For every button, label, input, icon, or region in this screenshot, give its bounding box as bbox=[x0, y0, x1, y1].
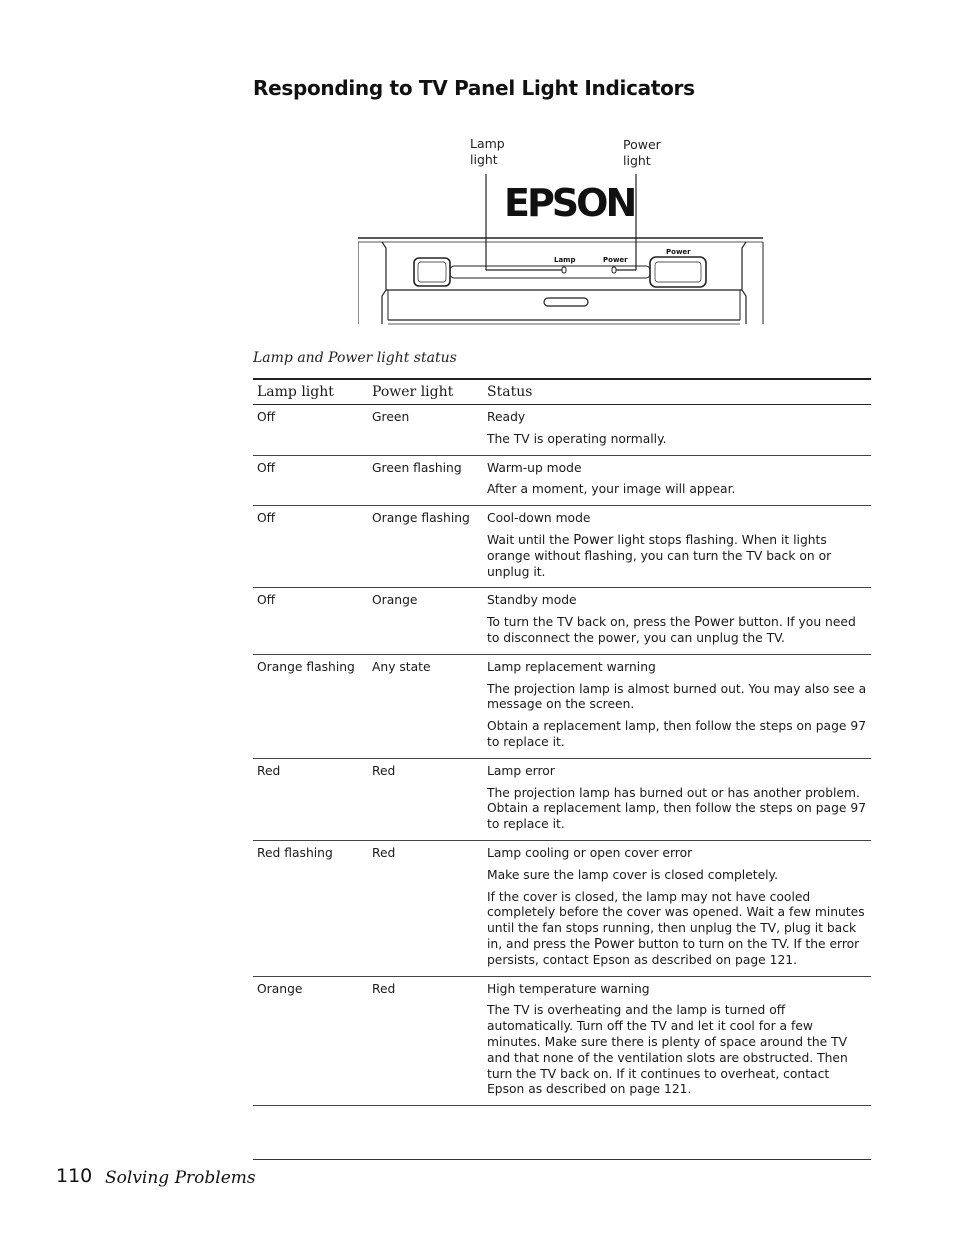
status-description bbox=[487, 786, 867, 833]
status-text: Lamp error bbox=[487, 763, 555, 778]
footer-rule bbox=[253, 1159, 871, 1160]
status-description bbox=[487, 682, 867, 714]
power-light-cell: Red bbox=[368, 758, 483, 840]
power-keyword: Power bbox=[594, 936, 635, 952]
status-description bbox=[487, 890, 867, 969]
status-description bbox=[487, 432, 867, 448]
status-description bbox=[487, 1003, 867, 1098]
epson-logo: EPSON bbox=[504, 181, 635, 225]
power-light-cell: Any state bbox=[368, 654, 483, 758]
table-row bbox=[253, 758, 871, 840]
status-text: The TV is operating normally. bbox=[487, 431, 667, 446]
status-description bbox=[487, 482, 867, 498]
status-text: button. If you need to disconnect the power, you can unplug the TV. bbox=[487, 615, 856, 645]
lamp-light-cell: Red flashing bbox=[253, 840, 368, 976]
page-number: 110 bbox=[56, 1165, 93, 1187]
page-heading: Responding to TV Panel Light Indicators bbox=[253, 76, 695, 100]
callout-power-line2: light bbox=[623, 153, 651, 168]
status-description bbox=[487, 615, 867, 647]
status-text: Obtain a replacement lamp, then follow the steps on page 97 to replace it. bbox=[487, 719, 867, 749]
power-light-cell: Orange bbox=[368, 588, 483, 654]
status-text: The projection lamp is almost burned out. You may also see a message on the screen. bbox=[487, 681, 867, 712]
light-status-table bbox=[253, 378, 871, 1106]
status-text: Standby mode bbox=[487, 593, 577, 608]
status-text: Warm-up mode bbox=[487, 460, 582, 475]
status-cell bbox=[483, 654, 871, 758]
lamp-light-cell: Off bbox=[253, 506, 368, 588]
lamp-light-cell: Off bbox=[253, 405, 368, 456]
status-title bbox=[487, 410, 867, 426]
status-text: Wait until the bbox=[487, 532, 574, 547]
power-keyword: Power bbox=[694, 615, 735, 631]
status-cell bbox=[483, 405, 871, 456]
power-light-cell: Red bbox=[368, 976, 483, 1106]
status-title bbox=[487, 982, 867, 998]
table-row bbox=[253, 455, 871, 506]
status-text: Cool-down mode bbox=[487, 511, 591, 526]
status-text: The TV is overheating and the lamp is turned off automatically. Turn off the TV and let it cool for a few minutes. Make sure there is plenty of space around the TV and that none of the ventilation slots are obstructed. Then turn the TV back on. If it continues to overheat, contact Epson as described on page 121. bbox=[487, 1003, 848, 1097]
status-description bbox=[487, 868, 867, 884]
status-cell bbox=[483, 758, 871, 840]
status-text: Make sure the lamp cover is closed completely. bbox=[487, 867, 778, 882]
header-power-light: Power light bbox=[368, 379, 483, 405]
callout-lamp-line2: light bbox=[470, 152, 498, 167]
table-row bbox=[253, 588, 871, 654]
panel-button-label: Power bbox=[666, 248, 691, 256]
lamp-light-cell: Off bbox=[253, 588, 368, 654]
panel-label-lamp: Lamp bbox=[554, 256, 576, 264]
status-text: After a moment, your image will appear. bbox=[487, 482, 736, 497]
power-keyword: Power bbox=[573, 532, 614, 548]
status-description bbox=[487, 533, 867, 580]
tv-panel-figure bbox=[358, 130, 768, 330]
status-cell bbox=[483, 506, 871, 588]
status-title bbox=[487, 764, 867, 780]
header-status: Status bbox=[483, 379, 871, 405]
status-text: To turn the TV back on, press the bbox=[487, 615, 695, 630]
status-text: Ready bbox=[487, 410, 526, 424]
status-text: High temperature warning bbox=[487, 981, 650, 996]
lamp-light-cell: Orange bbox=[253, 976, 368, 1106]
status-text: light stops flashing. When it lights orange without flashing, you can turn the TV back on or unplug it. bbox=[487, 532, 832, 579]
status-title bbox=[487, 660, 867, 676]
table-row bbox=[253, 506, 871, 588]
status-text: Lamp replacement warning bbox=[487, 659, 656, 674]
status-cell bbox=[483, 840, 871, 976]
table-header-row bbox=[253, 379, 871, 405]
section-name: Solving Problems bbox=[105, 1168, 256, 1188]
status-cell bbox=[483, 976, 871, 1106]
status-description bbox=[487, 719, 867, 751]
table-row bbox=[253, 840, 871, 976]
panel-label-power: Power bbox=[603, 256, 628, 264]
status-text: If the cover is closed, the lamp may not have cooled completely before the cover was opened. Wait a few minutes until the fan stops running, then unplug the TV, plug it back in, and press the bbox=[487, 889, 865, 951]
power-light-cell: Red bbox=[368, 840, 483, 976]
table-caption: Lamp and Power light status bbox=[253, 350, 457, 366]
lamp-light-cell: Red bbox=[253, 758, 368, 840]
status-text: button to turn on the TV. If the error persists, contact Epson as described on page 121. bbox=[487, 936, 860, 967]
power-light-cell: Orange flashing bbox=[368, 506, 483, 588]
lamp-light-cell: Orange flashing bbox=[253, 654, 368, 758]
table-body bbox=[253, 405, 871, 1106]
status-title bbox=[487, 511, 867, 527]
status-text: Lamp cooling or open cover error bbox=[487, 845, 693, 860]
power-light-cell: Green bbox=[368, 405, 483, 456]
callout-power-line1: Power bbox=[623, 137, 661, 152]
status-cell bbox=[483, 455, 871, 506]
power-light-cell: Green flashing bbox=[368, 455, 483, 506]
status-text: The projection lamp has burned out or has another problem. Obtain a replacement lamp, then follow the steps on page 97 to replace it. bbox=[487, 785, 867, 832]
status-cell bbox=[483, 588, 871, 654]
status-title bbox=[487, 593, 867, 609]
table-row bbox=[253, 654, 871, 758]
callout-lamp-line1: Lamp bbox=[470, 136, 505, 151]
status-title bbox=[487, 461, 867, 477]
tv-panel-drawing bbox=[358, 130, 768, 330]
table-row bbox=[253, 976, 871, 1106]
lamp-light-cell: Off bbox=[253, 455, 368, 506]
table-row bbox=[253, 405, 871, 456]
header-lamp-light: Lamp light bbox=[253, 379, 368, 405]
status-title bbox=[487, 846, 867, 862]
